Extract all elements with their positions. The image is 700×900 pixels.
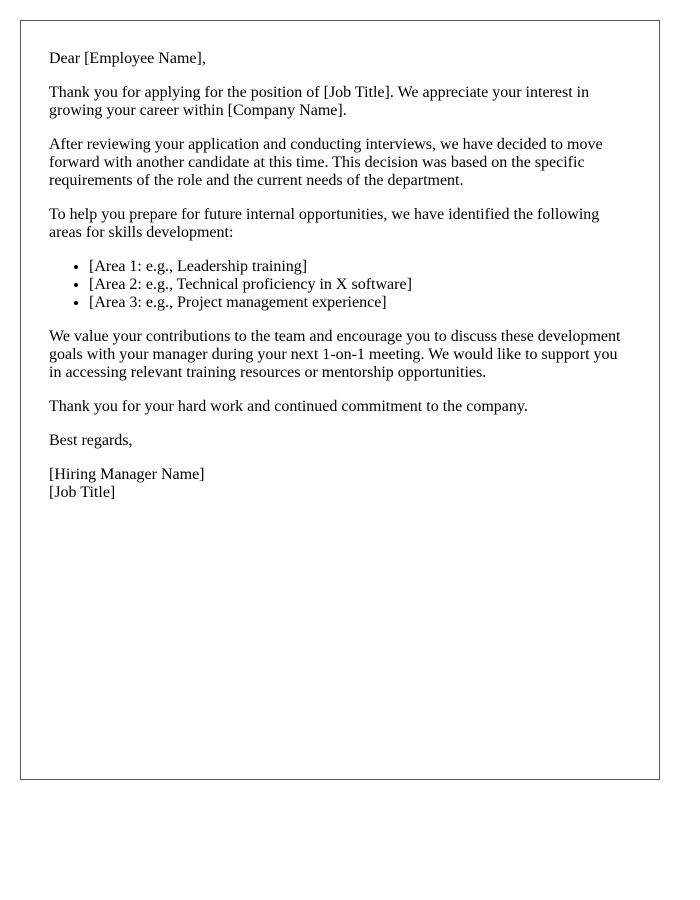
list-item: • [Area 2: e.g., Technical proficiency in X software] [89,276,631,294]
paragraph-development-intro: To help you prepare for future internal opportunities, we have identified the following areas for skills development: [49,206,600,241]
signature-block [49,466,631,502]
signer-name: [Hiring Manager Name] [49,466,205,483]
paragraph-application-thanks: Thank you for applying for the position of [Job Title]. We appreciate your interest in growing your career within [Company Name]. [49,84,590,119]
salutation: Dear [Employee Name], [49,50,206,67]
list-item: • [Area 1: e.g., Leadership training] [89,258,631,276]
paragraph-encouragement: We value your contributions to the team and encourage you to discuss these development goals with your manager during your next 1-on-1 meeting. We would like to support you in accessing relevant training resources or mentorship opportunities. [49,328,621,381]
paragraph-decision: After reviewing your application and conducting interviews, we have decided to move forward with another candidate at this time. This decision was based on the specific requirements of the role and the current needs of the department. [49,136,603,189]
list-item: • [Area 3: e.g., Project management experience] [89,294,631,312]
closing: Best regards, [49,432,133,449]
development-areas-list [49,258,631,312]
signer-title: [Job Title] [49,484,116,501]
paragraph-closing-thanks: Thank you for your hard work and continued commitment to the company. [49,398,528,415]
letter-frame [20,20,660,780]
